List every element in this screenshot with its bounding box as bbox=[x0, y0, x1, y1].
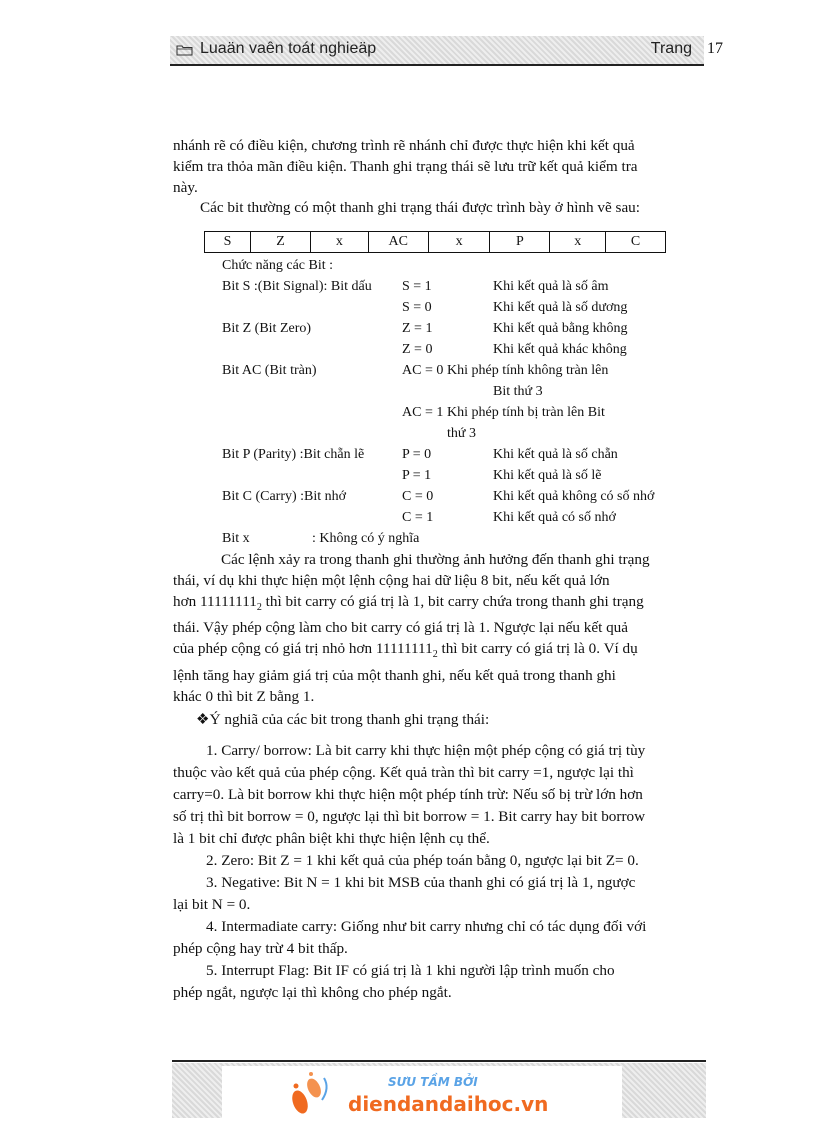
bit-condition: S = 0 bbox=[402, 300, 432, 315]
bit-meaning-list bbox=[173, 740, 703, 1004]
list-item: 5. Interrupt Flag: Bit IF có giá trị là 1 khi người lập trình muốn cho bbox=[206, 962, 615, 979]
section-title: ❖Ý nghiã của các bit trong thanh ghi trạng thái: bbox=[196, 711, 490, 728]
bit-condition: S = 1 bbox=[402, 279, 432, 294]
text-line: phép cộng hay trừ 4 bit thấp. bbox=[173, 940, 348, 957]
page-header bbox=[170, 36, 704, 66]
text-segment: hơn 11111111 bbox=[173, 592, 257, 610]
binary-subscript: 2 bbox=[432, 649, 438, 661]
list-item: 4. Intermadiate carry: Giống như bit carry nhưng chỉ có tác dụng đối với bbox=[206, 918, 647, 935]
bit-description: : Không có ý nghĩa bbox=[312, 531, 420, 546]
bit-description: Khi kết quả khác không bbox=[493, 342, 627, 357]
bit-functions-heading: Chức năng các Bit : bbox=[222, 258, 334, 273]
register-bit: x bbox=[310, 232, 368, 253]
text-line: nhánh rẽ có điều kiện, chương trình rẽ nhánh chỉ được thực hiện khi kết quả bbox=[173, 137, 635, 154]
text-line: số trị thì bit borrow = 0, ngược lại thì bit borrow = 1. Bit carry hay bit borrow bbox=[173, 808, 646, 825]
folder-icon bbox=[176, 44, 194, 56]
carry-paragraph bbox=[173, 550, 703, 708]
register-bit: Z bbox=[251, 232, 311, 253]
text-line: kiểm tra thỏa mãn điều kiện. Thanh ghi trạng thái sẽ lưu trữ kết quả kiểm tra bbox=[173, 157, 638, 175]
bit-description: Khi kết quả bằng không bbox=[493, 321, 628, 336]
bit-name: Bit AC (Bit tràn) bbox=[222, 363, 317, 378]
text-segment: thì bit carry có giá trị là 1, bit carry chứa trong thanh ghi trạng bbox=[261, 592, 644, 610]
text-line: thái. Vậy phép cộng làm cho bit carry có giá trị là 1. Ngược lại nếu kết quả bbox=[173, 619, 629, 637]
text-line bbox=[173, 592, 703, 619]
register-bit: x bbox=[550, 232, 606, 253]
text-line bbox=[173, 639, 703, 666]
list-item: 1. Carry/ borrow: Là bit carry khi thực hiện một phép cộng có giá trị tùy bbox=[206, 742, 646, 759]
bit-description: Khi kết quả là số chẵn bbox=[493, 447, 618, 462]
footer-divider bbox=[172, 1060, 706, 1062]
text-line: này. bbox=[173, 178, 198, 196]
text-segment: thì bit carry có giá trị là 0. Ví dụ bbox=[437, 640, 638, 658]
register-bit: C bbox=[606, 232, 666, 253]
text-line: khác 0 thì bit Z bằng 1. bbox=[173, 687, 315, 705]
page-number: 17 bbox=[707, 40, 723, 57]
logo-tagline: SƯU TẦM BỞI bbox=[388, 1075, 478, 1089]
bit-name: Bit C (Carry) :Bit nhớ bbox=[222, 489, 347, 504]
bit-description: Khi kết quả có số nhớ bbox=[493, 510, 616, 525]
bit-description: Bit thứ 3 bbox=[493, 384, 543, 399]
register-bit: S bbox=[205, 232, 251, 253]
text-line: Các lệnh xảy ra trong thanh ghi thường ảnh hưởng đến thanh ghi trạng bbox=[221, 551, 650, 568]
logo-site-name: diendandaihoc.vn bbox=[348, 1092, 549, 1116]
bit-condition: Z = 1 bbox=[402, 321, 433, 336]
text-line: phép ngắt, ngược lại thì không cho phép ngắt. bbox=[173, 984, 452, 1001]
text-line: lại bit N = 0. bbox=[173, 896, 251, 913]
bit-name: Bit P (Parity) :Bit chẵn lẽ bbox=[222, 447, 365, 462]
bit-condition: P = 0 bbox=[402, 447, 432, 462]
text-line: carry=0. Là bit borrow khi thực hiện một phép tính trừ: Nếu số bị trừ lớn hơn bbox=[173, 786, 643, 803]
register-bit: P bbox=[490, 232, 550, 253]
text-line: thuộc vào kết quả của phép cộng. Kết quả tràn thì bit carry =1, ngược lại thì bbox=[173, 764, 634, 781]
status-register-diagram bbox=[204, 231, 666, 253]
bit-condition: AC = 0 bbox=[402, 363, 444, 378]
text-line: là 1 bit chỉ được phân biệt khi thực hiện lệnh cụ thể. bbox=[173, 830, 490, 847]
bit-condition: P = 1 bbox=[402, 468, 432, 483]
bit-description: Khi kết quả không có số nhớ bbox=[493, 489, 655, 504]
page-label: Trang bbox=[650, 40, 692, 57]
bit-description: Khi kết quả là số âm bbox=[493, 279, 609, 294]
bit-name: Bit x bbox=[222, 531, 250, 546]
intro-paragraph bbox=[173, 136, 703, 219]
text-segment: của phép cộng có giá trị nhỏ hơn 11111111 bbox=[173, 640, 433, 658]
register-bit: AC bbox=[368, 232, 428, 253]
list-item: 3. Negative: Bit N = 1 khi bit MSB của thanh ghi có giá trị là 1, ngược bbox=[206, 874, 636, 891]
bit-description: thứ 3 bbox=[447, 426, 476, 441]
bit-description: Khi kết quả là số lẽ bbox=[493, 468, 602, 483]
binary-subscript: 2 bbox=[256, 601, 262, 613]
document-title: Luaän vaên toát nghieäp bbox=[200, 40, 377, 57]
text-line: lệnh tăng hay giảm giá trị của một thanh ghi, nếu kết quả trong thanh ghi bbox=[173, 667, 616, 685]
list-item: 2. Zero: Bit Z = 1 khi kết quả của phép toán bằng 0, ngược lại bit Z= 0. bbox=[206, 852, 639, 869]
bit-condition: Z = 0 bbox=[402, 342, 433, 357]
bit-condition: C = 0 bbox=[402, 489, 434, 504]
bit-condition: AC = 1 bbox=[402, 405, 444, 420]
bit-name: Bit S :(Bit Signal): Bit dấu bbox=[222, 279, 372, 294]
text-line: Các bit thường có một thanh ghi trạng thái được trình bày ở hình vẽ sau: bbox=[200, 199, 640, 217]
bit-description: Khi phép tính không tràn lên bbox=[447, 363, 609, 378]
bit-condition: C = 1 bbox=[402, 510, 434, 525]
bit-name: Bit Z (Bit Zero) bbox=[222, 321, 312, 336]
text-line: thái, ví dụ khi thực hiện một lệnh cộng hai dữ liệu 8 bit, nếu kết quả lớn bbox=[173, 571, 610, 589]
bit-description: Khi phép tính bị tràn lên Bit bbox=[447, 405, 605, 420]
register-bit: x bbox=[428, 232, 490, 253]
bit-description: Khi kết quả là số dương bbox=[493, 300, 628, 315]
footprint-logo-icon bbox=[280, 1068, 340, 1118]
